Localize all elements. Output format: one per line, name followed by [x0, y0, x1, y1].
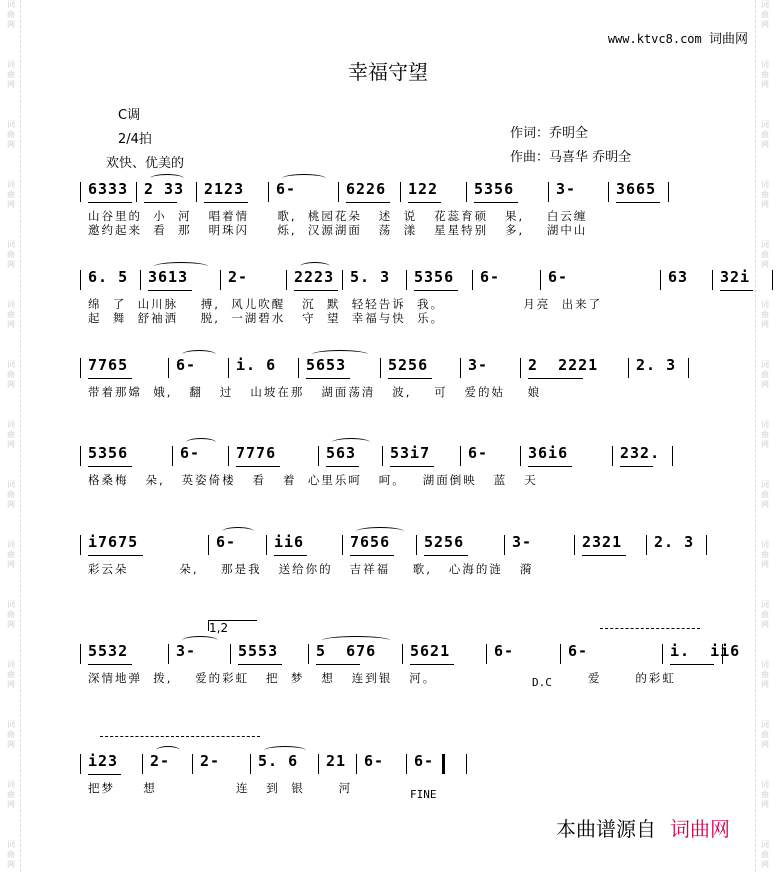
measure: 63	[668, 268, 689, 286]
bar-line	[380, 358, 381, 378]
bar-line	[80, 754, 81, 774]
dc-marking: D.C	[532, 676, 552, 689]
slur-arc	[282, 174, 326, 183]
slur-arc	[322, 636, 390, 645]
slur-arc	[312, 350, 368, 359]
bar-line	[406, 754, 407, 774]
measure: 122	[408, 180, 439, 198]
lyrics-verse-1: 深情地弹 拨, 爱的彩虹 把 梦 想 连到银 河。	[88, 671, 437, 685]
watermark-tile: 词 曲 网	[761, 480, 769, 509]
bar-line	[668, 182, 669, 202]
bar-line	[660, 270, 661, 290]
beam-underline	[204, 202, 248, 203]
slur-arc	[182, 636, 218, 645]
staff-line	[80, 621, 741, 689]
notes-row	[80, 356, 700, 380]
bar-line	[172, 446, 173, 466]
bar-line	[308, 644, 309, 664]
bar-line	[286, 270, 287, 290]
measure: 2-	[228, 268, 249, 286]
watermark-tile: 词 曲 网	[761, 360, 769, 389]
source-credit	[556, 813, 730, 842]
volta-bracket: 1,2	[208, 620, 257, 631]
measure: 36i6	[528, 444, 569, 462]
watermark-tile: 词 曲 网	[7, 720, 15, 749]
right-margin-line	[755, 0, 756, 872]
beam-underline	[346, 202, 390, 203]
beam-underline	[326, 466, 359, 467]
bar-line	[208, 535, 209, 555]
song-title: 幸福守望	[348, 60, 428, 84]
watermark-tile: 词 曲 网	[7, 840, 15, 869]
slur-arc	[356, 527, 404, 536]
measure: 5 676	[316, 642, 377, 660]
slur-arc	[222, 527, 254, 536]
measure: 7776	[236, 444, 277, 462]
measure: 2. 3	[636, 356, 677, 374]
measure: 6-	[364, 752, 385, 770]
bar-line	[548, 182, 549, 202]
measure: 3-	[556, 180, 577, 198]
bar-line	[266, 535, 267, 555]
site-name: 词曲网	[708, 32, 748, 47]
bar-line	[80, 270, 81, 290]
tempo-marking: 欢快、优美的	[106, 156, 185, 171]
measure: 53i7	[390, 444, 431, 462]
measure: ii6	[274, 533, 305, 551]
dashed-extension-line	[600, 628, 700, 629]
beam-underline	[620, 466, 653, 467]
left-watermark-column	[4, 0, 18, 872]
beam-underline	[306, 378, 350, 379]
bar-line	[196, 182, 197, 202]
bar-line	[168, 358, 169, 378]
bar-line	[228, 446, 229, 466]
bar-line	[356, 754, 357, 774]
bar-line	[318, 446, 319, 466]
beam-underline	[274, 555, 307, 556]
measure: 5356	[414, 268, 455, 286]
watermark-tile: 词 曲 网	[7, 180, 15, 209]
watermark-tile: 词 曲 网	[761, 60, 769, 89]
watermark-tile: 词 曲 网	[761, 780, 769, 809]
measure: 6-	[548, 268, 569, 286]
bar-line	[706, 535, 707, 555]
slur-arc	[264, 746, 306, 755]
measure: 2 2221	[528, 356, 599, 374]
measure: 6-	[276, 180, 297, 198]
composer-credit: 作曲：马喜华 乔明全	[510, 150, 632, 165]
watermark-tile: 词 曲 网	[761, 180, 769, 209]
beam-underline	[670, 664, 714, 665]
measure: 3-	[176, 642, 197, 660]
bar-line	[268, 182, 269, 202]
beam-underline	[88, 664, 132, 665]
bar-line	[80, 446, 81, 466]
measure: 5621	[410, 642, 451, 660]
bar-line	[298, 358, 299, 378]
bar-line	[472, 270, 473, 290]
bar-line	[646, 535, 647, 555]
bar-line	[560, 644, 561, 664]
bar-line	[230, 644, 231, 664]
staff-line	[80, 752, 700, 801]
beam-underline	[388, 378, 432, 379]
measure: 7656	[350, 533, 391, 551]
measure: 2223	[294, 268, 335, 286]
beam-underline	[316, 664, 360, 665]
site-url[interactable]: www.ktvc8.com	[607, 32, 702, 46]
site-header	[608, 28, 748, 47]
watermark-tile: 词 曲 网	[761, 660, 769, 689]
bar-line	[142, 754, 143, 774]
bar-line	[722, 644, 723, 664]
lyrics-verse-1: 格桑梅 朵, 英姿倚楼 看 着 心里乐呵 呵。 湖面倒映 蓝 天	[88, 473, 538, 487]
bar-line	[672, 446, 673, 466]
bar-line	[504, 535, 505, 555]
watermark-tile: 词 曲 网	[761, 540, 769, 569]
beam-underline	[88, 774, 121, 775]
time-signature: 2/4拍	[118, 132, 152, 147]
credit-prefix: 本曲谱源自	[556, 817, 656, 841]
bar-line	[168, 644, 169, 664]
bar-line	[540, 270, 541, 290]
bar-line	[628, 358, 629, 378]
watermark-tile: 词 曲 网	[761, 420, 769, 449]
beam-underline	[424, 555, 468, 556]
watermark-tile: 词 曲 网	[761, 120, 769, 149]
notes-row	[80, 268, 751, 292]
fine-marking: FINE	[410, 788, 437, 801]
measure: 5256	[424, 533, 465, 551]
bar-line	[80, 182, 81, 202]
notes-row	[80, 180, 700, 204]
measure: 6-	[180, 444, 201, 462]
measure: 232.	[620, 444, 661, 462]
beam-underline	[144, 202, 177, 203]
watermark-tile: 词 曲 网	[7, 660, 15, 689]
measure: 5356	[474, 180, 515, 198]
bar-line	[80, 644, 81, 664]
measure: 5. 6	[258, 752, 299, 770]
measure: 6333	[88, 180, 129, 198]
measure: 5532	[88, 642, 129, 660]
measure: 32i	[720, 268, 751, 286]
bar-line	[520, 358, 521, 378]
slur-arc	[186, 438, 216, 447]
measure: 2321	[582, 533, 623, 551]
beam-underline	[410, 664, 454, 665]
lyrics-verse-1: 绵 了 山川脉 搏, 风儿吹醒 沉 默 轻轻告诉 我。 月亮 出来了	[88, 297, 603, 311]
measure: i. ii6	[670, 642, 741, 660]
bar-line	[416, 535, 417, 555]
measure: 2123	[204, 180, 245, 198]
bar-line	[486, 644, 487, 664]
bar-line	[80, 358, 81, 378]
beam-underline	[408, 202, 441, 203]
staff-line	[80, 268, 751, 325]
measure: 5. 3	[350, 268, 391, 286]
slur-arc	[332, 438, 370, 447]
watermark-tile: 词 曲 网	[761, 0, 769, 29]
lyrics-verse-1: 带着那嫦 娥, 翻 过 山坡在那 湖面荡清 波, 可 爱的姑 娘	[88, 385, 542, 399]
beam-underline	[720, 290, 753, 291]
lyrics-verse-1: 山谷里的 小 河 唱着情 歌, 桃园花朵 述 说 花蕊育硕 果, 白云缠	[88, 209, 588, 223]
measure: 7765	[88, 356, 129, 374]
slur-arc	[156, 746, 180, 755]
left-margin-line	[20, 0, 21, 872]
beam-underline	[528, 378, 583, 379]
watermark-tile: 词 曲 网	[761, 840, 769, 869]
measure: 2. 3	[654, 533, 695, 551]
bar-line	[574, 535, 575, 555]
beam-underline	[528, 466, 572, 467]
notes-row	[80, 444, 700, 468]
bar-line	[460, 358, 461, 378]
watermark-tile: 词 曲 网	[761, 240, 769, 269]
credit-site[interactable]: 词曲网	[670, 817, 730, 841]
bar-line	[228, 358, 229, 378]
bar-line	[688, 358, 689, 378]
notes-row	[80, 642, 741, 666]
staff-line	[80, 180, 700, 237]
watermark-tile: 词 曲 网	[7, 480, 15, 509]
lyrics-verse-2: 邀约起来 看 那 明珠闪 烁, 汉源湖面 荡 漾 星星特别 多, 湖中山	[88, 223, 588, 237]
measure: 3665	[616, 180, 657, 198]
measure: 6226	[346, 180, 387, 198]
lyrics-verse-2: 起 舞 舒袖洒 脱, 一湖碧水 守 望 幸福与快 乐。	[88, 311, 445, 325]
staff-line	[80, 444, 700, 487]
beam-underline	[390, 466, 434, 467]
beam-underline	[88, 202, 132, 203]
beam-underline	[294, 290, 338, 291]
bar-line	[192, 754, 193, 774]
bar-line	[662, 644, 663, 664]
watermark-tile: 词 曲 网	[7, 420, 15, 449]
watermark-tile: 词 曲 网	[761, 300, 769, 329]
lyrics-verse-1: 把梦 想 连 到 银 河	[88, 781, 353, 795]
bar-line	[318, 754, 319, 774]
slur-arc	[154, 262, 208, 271]
bar-line	[772, 270, 773, 290]
measure: i23	[88, 752, 119, 770]
bar-line	[80, 535, 81, 555]
lyrics-verse-1: 彩云朵 朵, 那是我 送给你的 吉祥福 歌, 心海的涟 漪	[88, 562, 534, 576]
measure: i7675	[88, 533, 139, 551]
measure: 5256	[388, 356, 429, 374]
measure: i. 6	[236, 356, 277, 374]
bar-line	[520, 446, 521, 466]
bar-line	[460, 446, 461, 466]
watermark-tile: 词 曲 网	[761, 720, 769, 749]
measure: 2 33	[144, 180, 185, 198]
key-signature: C调	[118, 108, 141, 123]
measure: 6-	[468, 444, 489, 462]
measure: 563	[326, 444, 357, 462]
final-bar-line	[442, 754, 445, 774]
measure: 5356	[88, 444, 129, 462]
beam-underline	[350, 555, 394, 556]
watermark-tile: 词 曲 网	[7, 540, 15, 569]
dashed-extension-line	[100, 736, 260, 737]
staff-line	[80, 356, 700, 399]
beam-underline	[414, 290, 458, 291]
bar-line	[342, 535, 343, 555]
measure: 5653	[306, 356, 347, 374]
bar-line	[466, 182, 467, 202]
measure: 3-	[512, 533, 533, 551]
watermark-tile: 词 曲 网	[7, 780, 15, 809]
slur-arc	[150, 174, 184, 183]
notes-row	[80, 533, 700, 557]
beam-underline	[616, 202, 660, 203]
watermark-tile: 词 曲 网	[7, 0, 15, 29]
bar-line	[220, 270, 221, 290]
beam-underline	[238, 664, 282, 665]
bar-line	[342, 270, 343, 290]
slur-arc	[182, 350, 216, 359]
bar-line	[608, 182, 609, 202]
beam-underline	[474, 202, 518, 203]
bar-line	[338, 182, 339, 202]
watermark-tile: 词 曲 网	[7, 60, 15, 89]
measure: 3613	[148, 268, 189, 286]
beam-underline	[148, 290, 192, 291]
beam-underline	[88, 555, 143, 556]
staff-line	[80, 533, 700, 576]
watermark-tile: 词 曲 网	[7, 600, 15, 629]
bar-line	[406, 270, 407, 290]
slur-arc	[300, 262, 330, 271]
bar-line	[382, 446, 383, 466]
measure: 5553	[238, 642, 279, 660]
measure: 6-	[568, 642, 589, 660]
measure: 6-	[414, 752, 435, 770]
bar-line	[612, 446, 613, 466]
beam-underline	[88, 466, 132, 467]
watermark-tile: 词 曲 网	[761, 600, 769, 629]
watermark-tile: 词 曲 网	[7, 360, 15, 389]
beam-underline	[582, 555, 626, 556]
watermark-tile: 词 曲 网	[7, 240, 15, 269]
measure: 6-	[216, 533, 237, 551]
lyrics-after-repeat: 爱 的彩虹	[588, 671, 676, 685]
beam-underline	[88, 378, 132, 379]
watermark-tile: 词 曲 网	[7, 300, 15, 329]
bar-line	[466, 754, 467, 774]
beam-underline	[236, 466, 280, 467]
lyricist-credit: 作词：乔明全	[510, 126, 589, 141]
measure: 3-	[468, 356, 489, 374]
bar-line	[402, 644, 403, 664]
bar-line	[712, 270, 713, 290]
measure: 2-	[200, 752, 221, 770]
measure: 6-	[480, 268, 501, 286]
right-watermark-column	[758, 0, 772, 872]
bar-line	[400, 182, 401, 202]
measure: 2-	[150, 752, 171, 770]
bar-line	[250, 754, 251, 774]
notes-row	[80, 752, 700, 776]
watermark-tile: 词 曲 网	[7, 120, 15, 149]
measure: 6-	[176, 356, 197, 374]
measure: 6. 5	[88, 268, 129, 286]
bar-line	[140, 270, 141, 290]
measure: 21	[326, 752, 347, 770]
bar-line	[136, 182, 137, 202]
measure: 6-	[494, 642, 515, 660]
